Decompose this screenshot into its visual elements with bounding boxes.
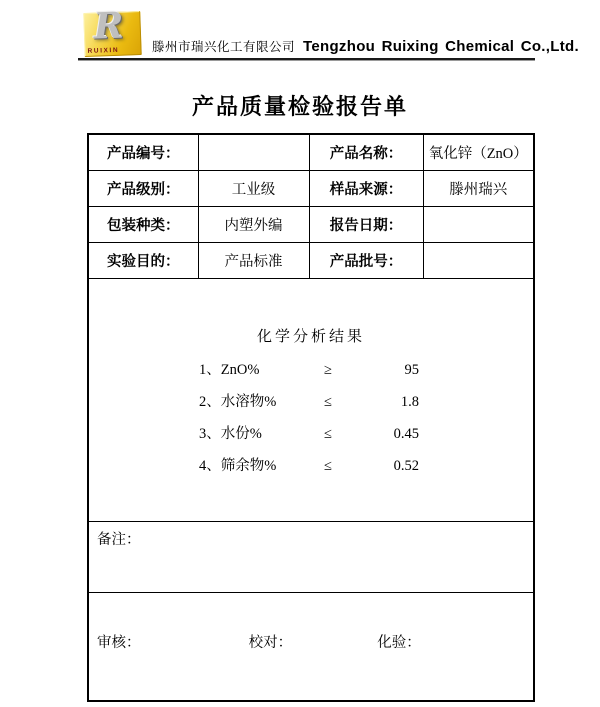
analysis-item-value: 95 <box>404 362 419 378</box>
lte-symbol: ≤ <box>324 394 332 410</box>
batch-no-value <box>423 243 534 279</box>
sample-source-value: 滕州瑞兴 <box>423 171 534 207</box>
report-date-value <box>423 207 534 243</box>
company-name-en: Tengzhou Ruixing Chemical Co.,Ltd. <box>303 38 579 55</box>
signature-cell <box>88 593 534 702</box>
analysis-item-water-soluble <box>199 395 533 410</box>
test-label: 化验： <box>377 635 421 651</box>
package-type-label: 包装种类： <box>88 207 198 243</box>
page-title: 产品质量检验报告单 <box>191 94 408 119</box>
logo-brand-text: RUIXIN <box>87 46 120 55</box>
logo-r-icon: R <box>92 4 125 48</box>
gte-symbol: ≥ <box>324 362 332 378</box>
test-purpose-label: 实验目的： <box>88 243 198 279</box>
sample-source-label: 样品来源： <box>309 171 423 207</box>
company-name-cn: 滕州市瑞兴化工有限公司 <box>152 40 296 54</box>
table-row <box>88 207 534 243</box>
batch-no-label: 产品批号： <box>309 243 423 279</box>
package-type-value: 内塑外编 <box>198 207 309 243</box>
product-grade-value: 工业级 <box>198 171 309 207</box>
analysis-item-name: 4、筛余物% <box>199 458 277 474</box>
header-divider <box>78 58 535 61</box>
analysis-item-value: 0.52 <box>393 458 419 474</box>
lte-symbol: ≤ <box>324 458 332 474</box>
remarks-label: 备注： <box>97 532 141 548</box>
analysis-item-value: 1.8 <box>400 394 419 410</box>
lte-symbol: ≤ <box>324 426 332 442</box>
product-name-label: 产品名称： <box>309 134 423 171</box>
review-label: 审核： <box>97 635 141 651</box>
table-row <box>88 243 534 279</box>
signature-row <box>88 593 534 702</box>
analysis-section <box>88 279 534 522</box>
company-logo <box>83 4 142 57</box>
product-no-label: 产品编号： <box>88 134 198 171</box>
analysis-item-zno <box>199 363 533 378</box>
remarks-cell <box>88 522 534 593</box>
analysis-title: 化学分析结果 <box>256 329 365 345</box>
analysis-row <box>88 279 534 522</box>
analysis-item-value: 0.45 <box>393 426 419 442</box>
product-no-value <box>198 134 309 171</box>
analysis-item-moisture <box>199 427 533 442</box>
remarks-row <box>88 522 534 593</box>
proofread-label: 校对： <box>248 635 293 651</box>
company-header <box>84 4 579 56</box>
report-table <box>87 133 535 702</box>
analysis-item-name: 3、水份% <box>199 426 262 442</box>
table-row <box>88 171 534 207</box>
table-row <box>88 134 534 171</box>
product-grade-label: 产品级别： <box>88 171 198 207</box>
analysis-item-name: 1、ZnO% <box>199 362 260 378</box>
product-name-value: 氧化锌（ZnO） <box>423 134 534 171</box>
report-date-label: 报告日期： <box>309 207 423 243</box>
analysis-item-sieve-residue <box>199 459 533 474</box>
analysis-item-name: 2、水溶物% <box>199 394 277 410</box>
test-purpose-value: 产品标准 <box>198 243 309 279</box>
